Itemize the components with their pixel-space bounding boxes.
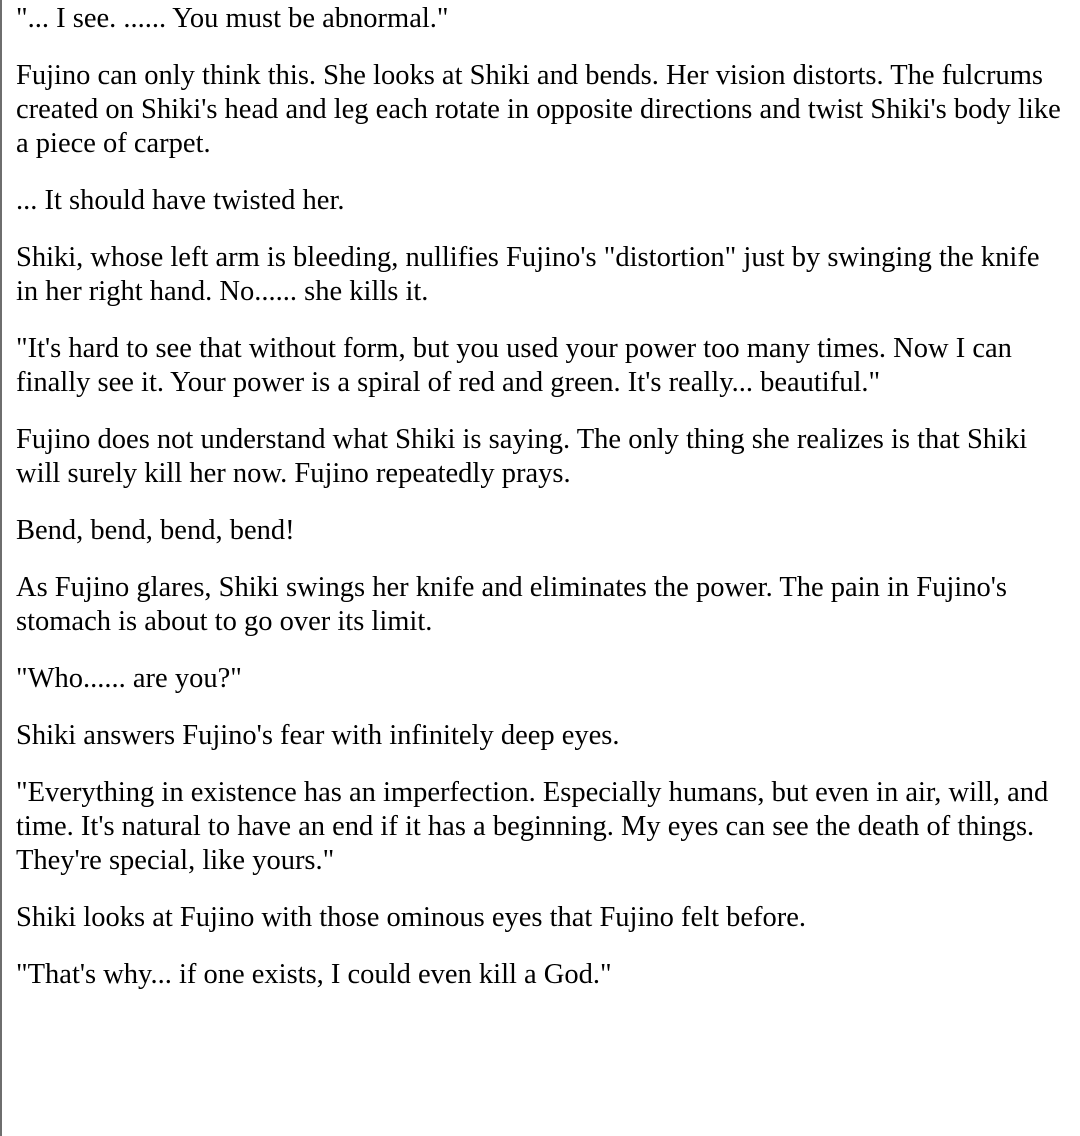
paragraph-10: Shiki answers Fujino's fear with infinitely deep eyes. <box>16 720 620 751</box>
paragraph-9: "Who...... are you?" <box>16 663 242 694</box>
paragraph-7: Bend, bend, bend, bend! <box>16 515 295 546</box>
paragraph-13: "That's why... if one exists, I could even kill a God." <box>16 959 612 990</box>
paragraph-11: "Everything in existence has an imperfection. Especially humans, but even in air, will, and time. It's natural to have an end if it has a beginning. My eyes can see the death of things. They're special, like yours." <box>16 777 1049 876</box>
paragraph-4: Shiki, whose left arm is bleeding, nullifies Fujino's "distortion" just by swinging the knife in her right hand. No...... she kills it. <box>16 242 1040 307</box>
paragraph-12: Shiki looks at Fujino with those ominous eyes that Fujino felt before. <box>16 902 807 933</box>
paragraph-1: "... I see. ...... You must be abnormal." <box>16 3 449 34</box>
paragraph-2: Fujino can only think this. She looks at Shiki and bends. Her vision distorts. The fulcrums created on Shiki's head and leg each rotate in opposite directions and twist Shiki's body like a piece of carpet. <box>16 60 1061 159</box>
paragraph-3: ... It should have twisted her. <box>16 185 345 216</box>
paragraph-8: As Fujino glares, Shiki swings her knife and eliminates the power. The pain in Fujino's stomach is about to go over its limit. <box>16 572 1007 637</box>
paragraph-5: "It's hard to see that without form, but you used your power too many times. Now I can finally see it. Your power is a spiral of red and green. It's really... beautiful." <box>16 333 1012 398</box>
paragraph-6: Fujino does not understand what Shiki is saying. The only thing she realizes is that Shiki will surely kill her now. Fujino repeatedly prays. <box>16 424 1028 489</box>
